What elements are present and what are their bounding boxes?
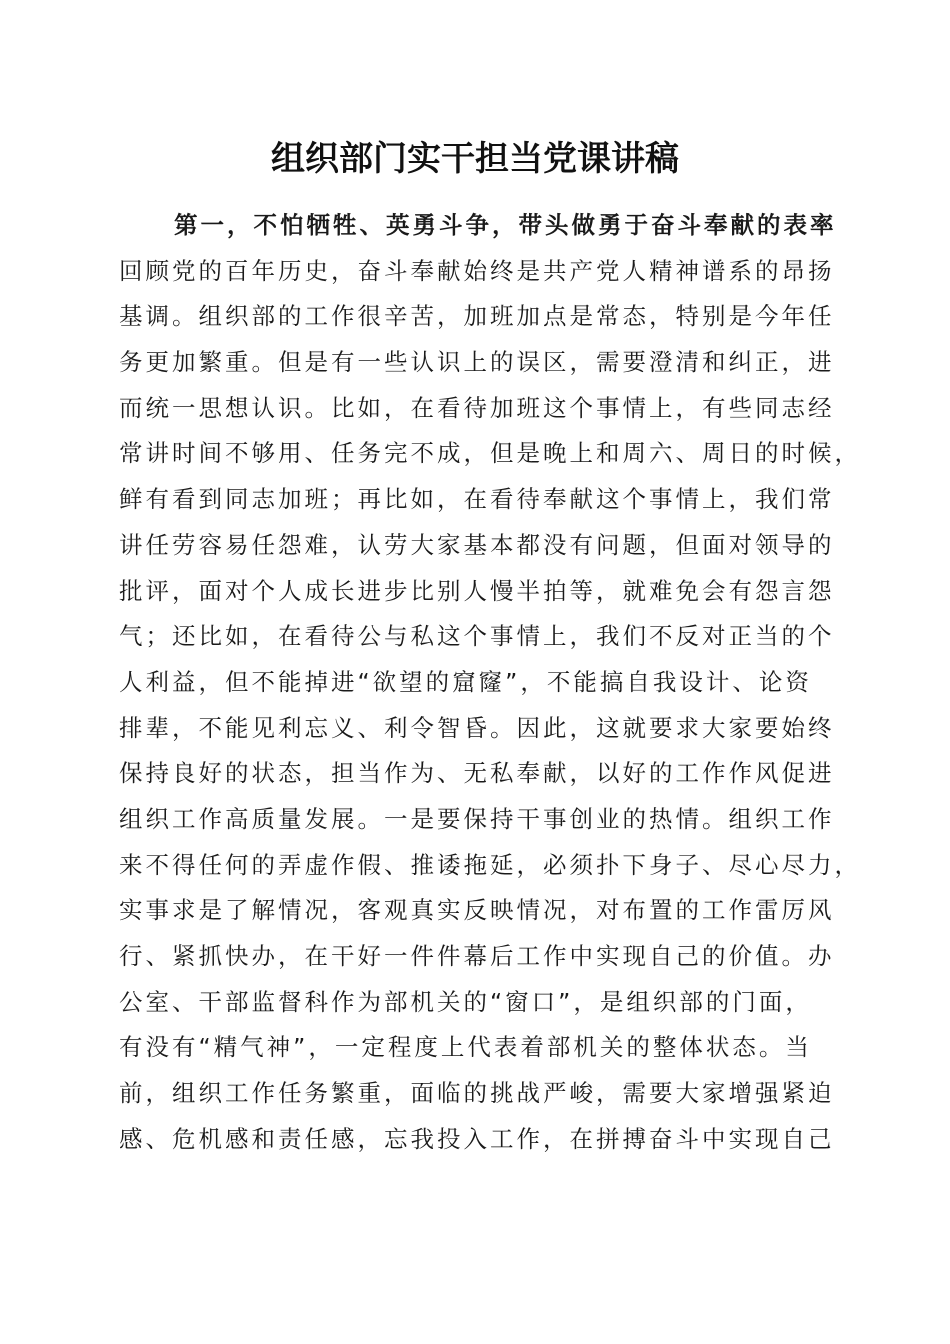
body-line: 实事求是了解情况，客观真实反映情况，对布置的工作雷厉风 — [119, 896, 835, 925]
body-line: 鲜有看到同志加班；再比如，在看待奉献这个事情上，我们常 — [119, 485, 835, 514]
section-heading: 第一，不怕牺牲、英勇斗争，带头做勇于奋斗奉献的表率 — [174, 211, 837, 239]
body-line: 有没有“精气神”，一定程度上代表着部机关的整体状态。当 — [119, 1033, 812, 1062]
body-line: 而统一思想认识。比如，在看待加班这个事情上，有些同志经 — [119, 393, 835, 422]
body-line: 来不得任何的弄虚作假、推诿拖延，必须扑下身子、尽心尽力， — [119, 850, 861, 879]
body-line: 基调。组织部的工作很辛苦，加班加点是常态，特别是今年任 — [119, 302, 835, 331]
body-line: 务更加繁重。但是有一些认识上的误区，需要澄清和纠正，进 — [119, 348, 835, 377]
document-title: 组织部门实干担当党课讲稿 — [271, 139, 679, 179]
body-line: 人利益，但不能掉进“欲望的窟窿”，不能搞自我设计、论资 — [119, 667, 812, 696]
body-line: 组织工作高质量发展。一是要保持干事创业的热情。组织工作 — [119, 804, 835, 833]
body-line: 保持良好的状态，担当作为、无私奉献，以好的工作作风促进 — [119, 759, 835, 788]
body-line: 批评，面对个人成长进步比别人慢半拍等，就难免会有怨言怨 — [119, 576, 835, 605]
body-line: 气；还比如，在看待公与私这个事情上，我们不反对正当的个 — [119, 622, 835, 651]
body-line: 常讲时间不够用、任务完不成，但是晚上和周六、周日的时候， — [119, 439, 861, 468]
document-body — [119, 203, 861, 1162]
body-line: 感、危机感和责任感，忘我投入工作，在拼搏奋斗中实现自己 — [119, 1124, 835, 1153]
body-line: 前，组织工作任务繁重，面临的挑战严峻，需要大家增强紧迫 — [119, 1079, 835, 1108]
body-line: 行、紧抓快办，在干好一件件幕后工作中实现自己的价值。办 — [119, 942, 835, 970]
body-line: 讲任劳容易任怨难，认劳大家基本都没有问题，但面对领导的 — [119, 530, 835, 559]
body-line: 回顾党的百年历史，奋斗奉献始终是共产党人精神谱系的昂扬 — [119, 256, 835, 285]
body-line: 排辈，不能见利忘义、利令智昏。因此，这就要求大家要始终 — [119, 713, 835, 742]
body-line: 公室、干部监督科作为部机关的“窗口”，是组织部的门面， — [119, 987, 812, 1016]
